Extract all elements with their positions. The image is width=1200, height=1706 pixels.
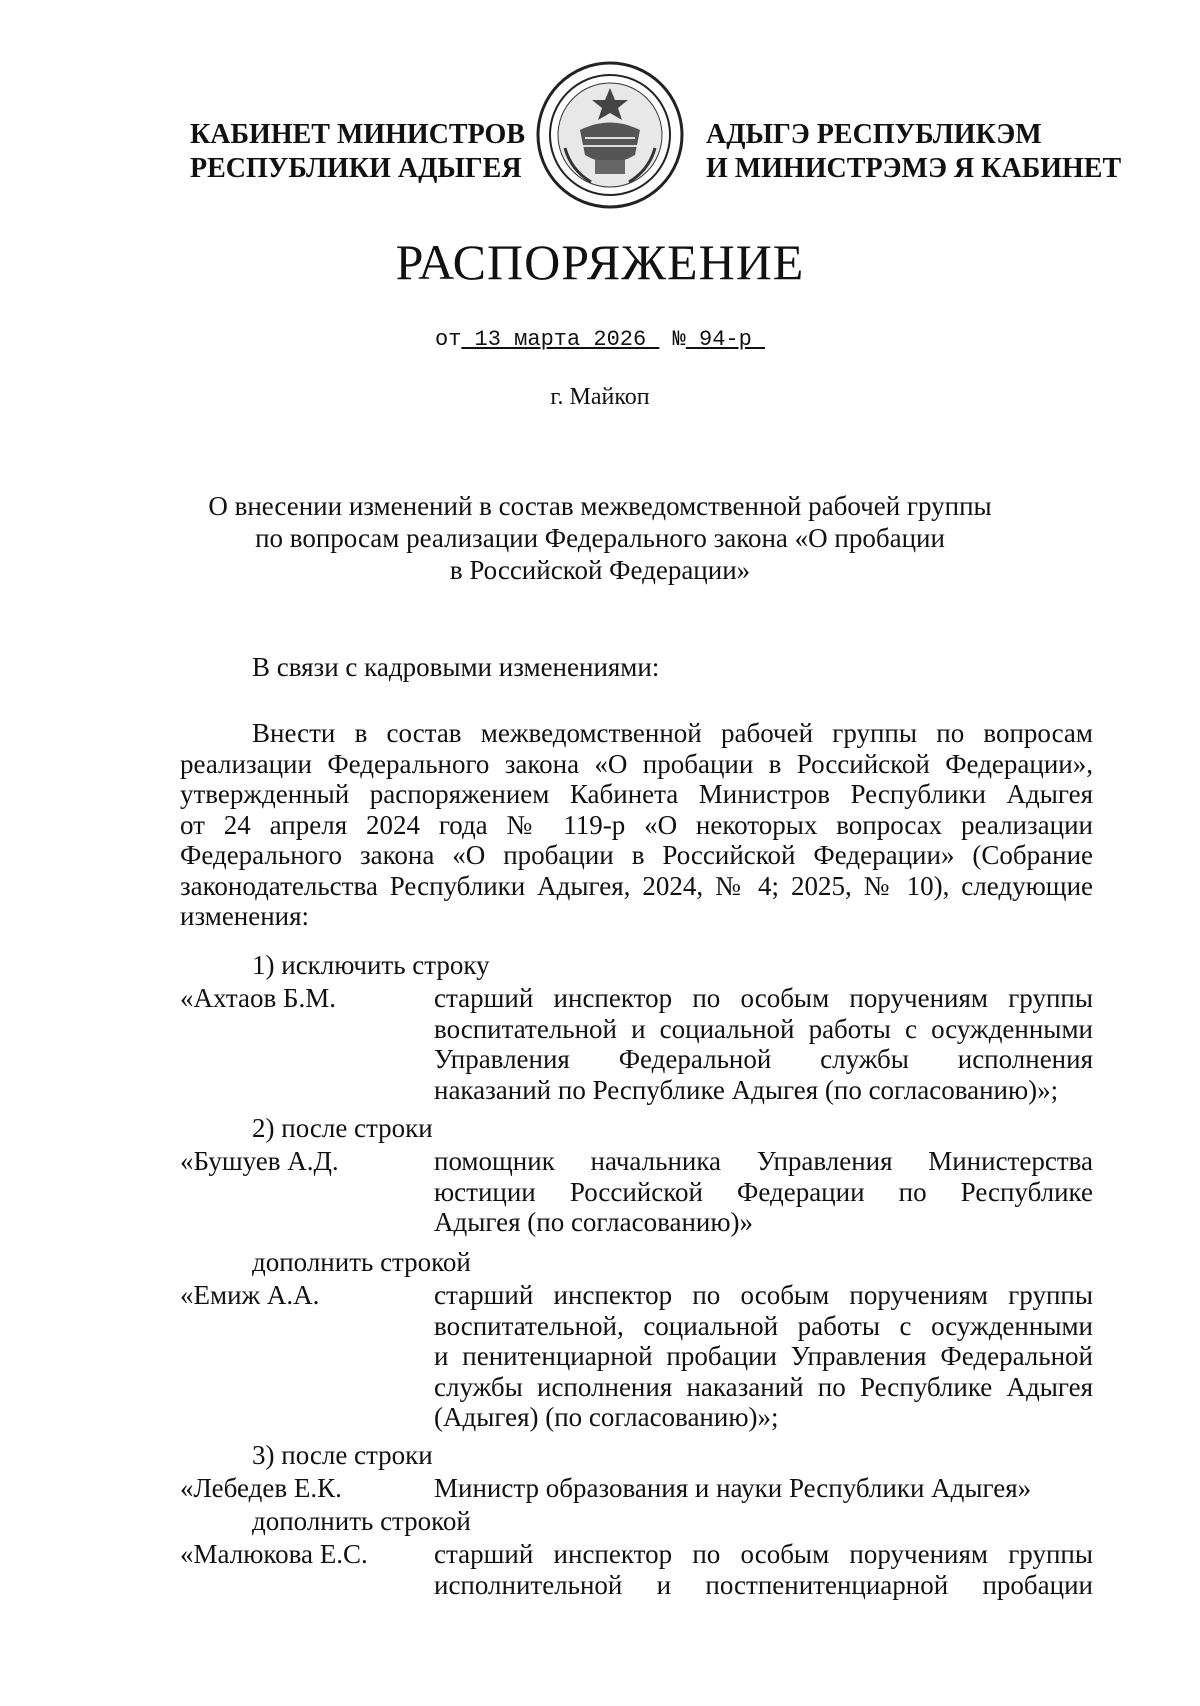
number-prefix: № [672, 327, 686, 352]
entry-line: юстиции Российской Федерации по Республике [434, 1176, 1093, 1207]
header-right-block [706, 118, 1121, 186]
paragraph-line: от 24 апреля 2024 года № 119-р «О некоторых вопросах реализации [180, 809, 1093, 840]
item-1-label: 1) исключить строку [252, 950, 490, 980]
add-line-label: дополнить строкой [252, 1506, 471, 1536]
entry-5-name: «Малюкова Е.С. [180, 1539, 368, 1569]
item-2-label: 2) после строки [252, 1113, 433, 1143]
subject-line: О внесении изменений в состав межведомственной рабочей группы [208, 491, 992, 521]
subject-line: по вопросам реализации Федерального закона «О пробации [255, 523, 945, 553]
entry-1-name: «Ахтаов Б.М. [180, 983, 336, 1013]
date-value: 13 марта 2026 [461, 327, 660, 352]
entry-line: воспитательной, социальной работы с осужденными [434, 1310, 1093, 1341]
date-prefix: от [434, 327, 462, 352]
entry-5-description [434, 1539, 1093, 1600]
paragraph-line: изменения: [180, 901, 310, 931]
entry-4-name: «Лебедев Е.К. [180, 1473, 342, 1503]
header-left-line: КАБИНЕТ МИНИСТРОВ [190, 119, 526, 150]
entry-line: наказаний по Республике Адыгея (по согласованию)»; [434, 1074, 1059, 1105]
entry-line: старший инспектор по особым поручениям группы [434, 1539, 1093, 1569]
document-subject [160, 490, 1040, 586]
main-paragraph [180, 718, 1093, 932]
number-value: 94-р [685, 327, 766, 352]
entry-line: службы исполнения наказаний по Республике Адыгея [434, 1371, 1093, 1402]
header-right-line: АДЫГЭ РЕСПУБЛИКЭМ [706, 119, 1042, 150]
paragraph-line: Внести в состав межведомственной рабочей группы по вопросам [252, 718, 1093, 748]
entry-line: старший инспектор по особым поручениям группы [434, 983, 1093, 1013]
entry-line: Адыгея (по согласованию)» [434, 1207, 754, 1237]
header-left-block [190, 118, 525, 186]
header-left-line: РЕСПУБЛИКИ АДЫГЕЯ [190, 153, 522, 184]
city-line: г. Майкоп [550, 384, 650, 410]
add-line-label: дополнить строкой [252, 1247, 471, 1277]
entry-line: Управления Федеральной службы исполнения [434, 1044, 1093, 1074]
date-number-line [0, 326, 1200, 354]
paragraph-line: законодательства Республики Адыгея, 2024, № 4; 2025, № 10), следующие [180, 870, 1093, 901]
entry-2-description [434, 1146, 1093, 1238]
intro-paragraph: В связи с кадровыми изменениями: [252, 652, 660, 682]
document-title: РАСПОРЯЖЕНИЕ [395, 234, 805, 290]
entry-line: воспитательной и социальной работы с осужденными [434, 1013, 1093, 1044]
entry-4-description [434, 1473, 1093, 1504]
item-3-label: 3) после строки [252, 1440, 433, 1470]
header-right-line: И МИНИСТРЭМЭ Я КАБИНЕТ [706, 153, 1122, 184]
entry-line: исполнительной и постпенитенциарной пробации [434, 1569, 1093, 1600]
entry-line: (Адыгея) (по согласованию)»; [434, 1402, 779, 1432]
paragraph-line: утвержденный распоряжением Кабинета Министров Республики Адыгея [180, 779, 1093, 809]
paragraph-line: реализации Федерального закона «О пробации в Российской Федерации», [180, 748, 1093, 779]
paragraph-line: Федерального закона «О пробации в Российской Федерации» (Собрание [180, 840, 1093, 870]
entry-1-description [434, 983, 1093, 1105]
entry-2-name: «Бушуев А.Д. [180, 1146, 339, 1176]
entry-line: и пенитенциарной пробации Управления Федеральной [434, 1341, 1093, 1371]
entry-3-name: «Емиж А.А. [180, 1280, 320, 1310]
entry-3-description [434, 1280, 1093, 1433]
coat-of-arms-emblem-icon [535, 60, 685, 210]
entry-line: помощник начальника Управления Министерства [434, 1146, 1093, 1176]
entry-line: Министр образования и науки Республики Адыгея» [434, 1473, 1032, 1503]
subject-line: в Российской Федерации» [449, 555, 751, 585]
entry-line: старший инспектор по особым поручениям группы [434, 1280, 1093, 1310]
